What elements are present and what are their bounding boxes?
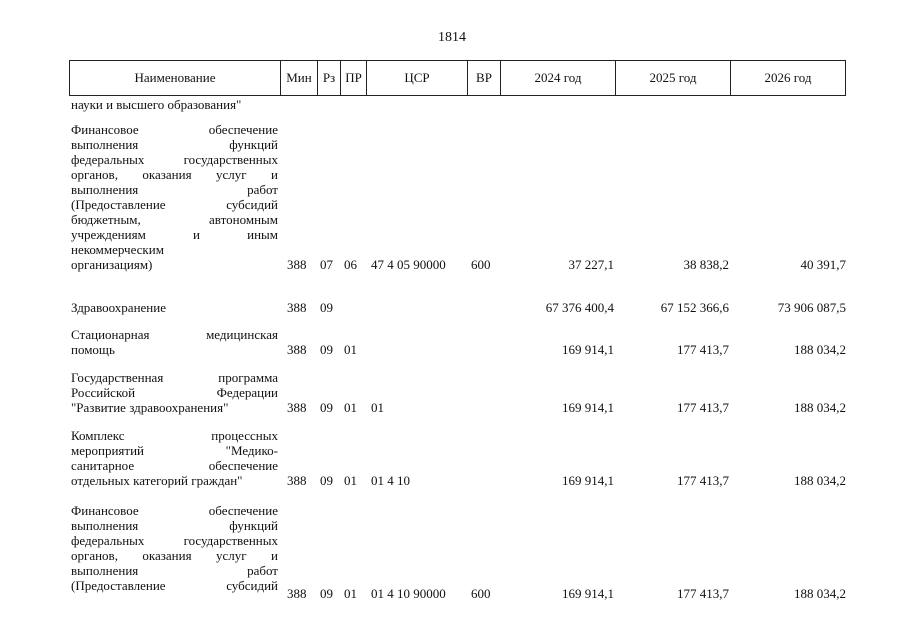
name-line: Стационарная медицинская [71,327,278,342]
name-line: (Предоставление субсидий [71,197,278,212]
cell-2024: 37 227,1 [568,257,614,272]
name-line: санитарное обеспечение [71,458,278,473]
cell-pr: 06 [344,257,357,272]
cell-2026: 40 391,7 [800,257,846,272]
cell-min: 388 [287,473,307,488]
cell-pr: 01 [344,342,357,357]
name-line: Финансовое обеспечение [71,503,278,518]
cell-csr: 01 4 10 [371,473,410,488]
name-line: организациям) [71,257,153,272]
cell-pr: 01 [344,586,357,601]
name-line: (Предоставление субсидий [71,578,278,593]
header-2024: 2024 год [501,61,616,96]
cell-pr: 01 [344,473,357,488]
cell-csr: 47 4 05 90000 [371,257,446,272]
cell-min: 388 [287,586,307,601]
cell-rz: 07 [320,257,333,272]
cell-csr: 01 4 10 90000 [371,586,446,601]
row-name [71,327,278,357]
name-line: федеральных государственных [71,533,278,548]
cell-pr: 01 [344,400,357,415]
row-name [71,97,278,112]
cell-min: 388 [287,342,307,357]
cell-2024: 169 914,1 [562,586,614,601]
cell-2026: 73 906 087,5 [777,300,846,315]
page-number: 1814 [438,30,466,45]
name-line: Государственная программа [71,370,278,385]
header-2026: 2026 год [731,61,846,96]
cell-2026: 188 034,2 [794,473,846,488]
cell-2026: 188 034,2 [794,342,846,357]
row-name [71,370,278,415]
cell-csr: 01 [371,400,384,415]
cell-min: 388 [287,400,307,415]
name-line: учреждениям и иным [71,227,278,242]
cell-2026: 188 034,2 [794,586,846,601]
cell-min: 388 [287,257,307,272]
cell-2024: 67 376 400,4 [545,300,614,315]
cell-2025: 38 838,2 [683,257,729,272]
cell-2026: 188 034,2 [794,400,846,415]
name-line: органов, оказания услуг и [71,548,278,563]
cell-rz: 09 [320,586,333,601]
name-line: некоммерческим [71,242,164,257]
cell-2025: 177 413,7 [677,473,729,488]
name-line: науки и высшего образования" [71,97,242,112]
name-line: Финансовое обеспечение [71,122,278,137]
cell-min: 388 [287,300,307,315]
header-rz: Рз [318,61,341,96]
name-line: выполнения функций [71,137,278,152]
name-line: "Развитие здравоохранения" [71,400,229,415]
cell-rz: 09 [320,400,333,415]
name-line: Здравоохранение [71,300,166,315]
row-name [71,428,278,488]
cell-2025: 177 413,7 [677,400,729,415]
row-name [71,503,278,593]
cell-2025: 67 152 366,6 [660,300,729,315]
header-vr: ВР [468,61,501,96]
name-line: помощь [71,342,115,357]
name-line: мероприятий "Медико- [71,443,278,458]
cell-rz: 09 [320,342,333,357]
name-line: Комплекс процессных [71,428,278,443]
row-name [71,122,278,272]
header-2025: 2025 год [616,61,731,96]
name-line: выполнения работ [71,182,278,197]
cell-2024: 169 914,1 [562,473,614,488]
name-line: Российской Федерации [71,385,278,400]
header-min: Мин [281,61,318,96]
name-line: отдельных категорий граждан" [71,473,243,488]
table-header [69,60,846,96]
cell-vr: 600 [471,257,491,272]
name-line: бюджетным, автономным [71,212,278,227]
cell-vr: 600 [471,586,491,601]
name-line: органов, оказания услуг и [71,167,278,182]
name-line: выполнения функций [71,518,278,533]
cell-rz: 09 [320,300,333,315]
row-name [71,300,278,315]
cell-2025: 177 413,7 [677,342,729,357]
header-pr: ПР [341,61,367,96]
name-line: федеральных государственных [71,152,278,167]
cell-rz: 09 [320,473,333,488]
cell-2025: 177 413,7 [677,586,729,601]
cell-2024: 169 914,1 [562,400,614,415]
cell-2024: 169 914,1 [562,342,614,357]
name-line: выполнения работ [71,563,278,578]
header-csr: ЦСР [367,61,468,96]
header-name: Наименование [70,61,281,96]
